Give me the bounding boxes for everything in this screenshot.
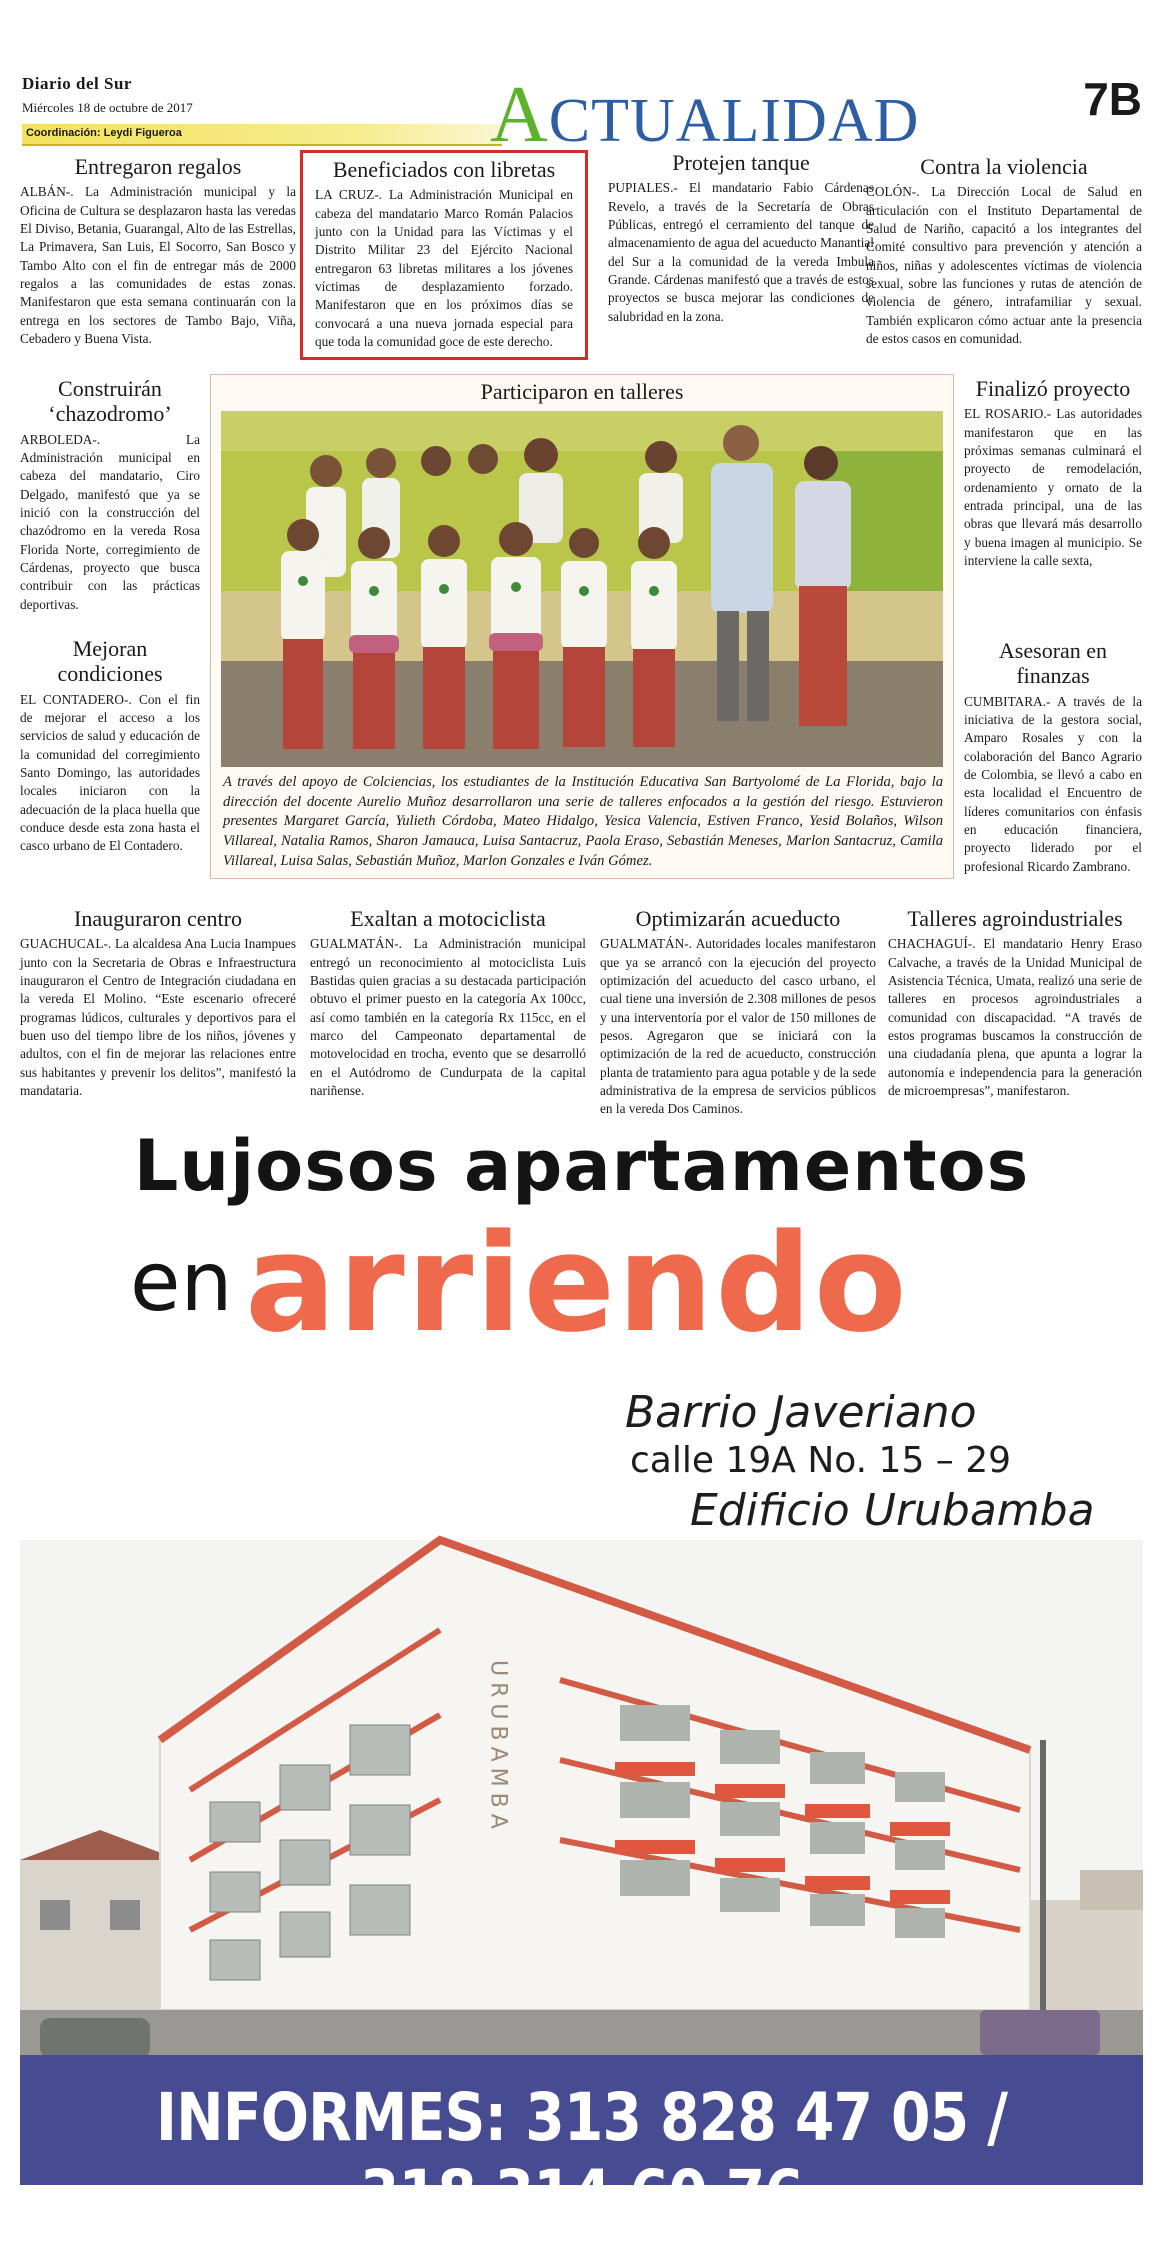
article-beneficiados-con-libretas <box>300 150 588 360</box>
article-headline: Talleres agroindustriales <box>907 906 1123 931</box>
article-asesoran-en-finanzas <box>964 638 1142 876</box>
article-optimizaran-acueducto <box>600 906 876 1119</box>
article-body: ARBOLEDA-. La Administración municipal en cabeza del mandatario, Ciro Delgado, manifestó que ya se inició con la construcción del chazódromo en la vereda Rosa Florida Norte, corregimiento de Cárdenas, proyecto que busca contribuir con las prácticas deportivas. <box>20 431 200 612</box>
section-title-initial: A <box>490 71 549 159</box>
ad-building-name: Edificio Urubamba <box>690 1485 1095 1536</box>
ad-headline: Lujosos apartamentos <box>133 1125 1030 1207</box>
article-body: CHACHAGUÍ-. El mandatario Henry Eraso Calvache, a través de la Unidad Municipal de Asistencia Técnica, Umata, realizó una serie de talleres en procesos agroindustriales a comunidad con discapacidad. “A través de estos programas buscamos la construcción de una ciudadanía plena, que apunta a lograr la autonomía e independencia para la generación de microempresas”, manifestaron. <box>888 936 1142 1099</box>
section-title-rest: CTUALIDAD <box>548 87 920 155</box>
photo-caption: A través del apoyo de Colciencias, los estudiantes de la Institución Educativa San Bartyolomé de La Florida, bajo la dirección del docente Aurelio Muñoz desarrollaron una serie de talleres enfocados a la gestión del riesgo. Estuvieron presentes Margaret García, Yulieth Córdoba, Mateo Hidalgo, Yesica Valencia, Estiven Franco, Yesid Bolaños, Wilson Villareal, Natalia Ramos, Sharon Jamauca, Luisa Santacruz, Paola Eraso, Sebastián Meneses, Marlon Santacruz, Camila Villareal, Luisa Salas, Sebastián Muñoz, Marlon Gonzales e Iván Gómez. <box>223 774 943 869</box>
article-body: GUACHUCAL-. La alcaldesa Ana Lucia Inampues junto con la Secretaria de Obras e Infraestructura inauguraron el Centro de Integración ciudadana en la vereda El Molino. “Este escenario ofreceré programas lúdicos, culturales y deportivos para el buen uso del tiempo libre de los niños, jóvenes y adultos, con el fin de mejorar las relaciones entre sus habitantes y prevenir los delitos”, manifestó la mandataria. <box>20 936 296 1099</box>
article-exaltan-a-motociclista <box>310 906 586 1100</box>
contact-band <box>20 2055 1143 2233</box>
article-body: PUPIALES.- El mandatario Fabio Cárdenas Revelo, a través de la Secretaría de Obras Públicas, entregó el cerramiento del tanque de almacenamiento de agua del acueducto Manantial del Sur a la comunidad de la vereda Imbula Grande. Cárdenas manifestó que a través de estos proyectos se busca mejorar las condiciones de salubridad en la zona. <box>608 180 874 324</box>
contact-phone-numbers: INFORMES: 313 828 47 05 / 318 314 60 76 <box>155 2079 1008 2233</box>
article-body: ALBÁN-. La Administración municipal y la Oficina de Cultura se desplazaron hasta las veredas El Diviso, Betania, Guarangal, Alto de las Estrellas, La Primavera, San Luis, El Socorro, San Bosco y Tambo Alto con el fin de entregar más de 2000 regalos a las comunidades de estas zonas. Manifestaron que esta semana continuarán con la entrega en los sectores de Tambo Bajo, Viña, Cebadero y Buena Vista. <box>20 184 296 347</box>
issue-date: Miércoles 18 de octubre de 2017 <box>22 100 193 115</box>
group-photo <box>221 411 943 767</box>
article-headline: Asesoran en finanzas <box>998 638 1108 689</box>
ad-address: calle 19A No. 15 – 29 <box>630 1440 1012 1481</box>
article-entregaron-regalos <box>20 154 296 348</box>
page-header <box>22 70 1142 159</box>
coordination-credit: Coordinación: Leydi Figueroa <box>26 127 182 139</box>
article-headline: Inauguraron centro <box>74 906 242 931</box>
page-number: 7B <box>1083 73 1142 125</box>
article-body: COLÓN-. La Dirección Local de Salud en articulación con el Instituto Departamental de Salud de Nariño, capacitó a los integrantes del Comité consultivo para prevención y atención a niños, niñas y adolescentes víctimas de violencia sexual, sobre las funciones y rutas de atención de violencia de género, intrafamiliar y sexual. También explicaron cómo actuar ante la presencia de estos casos en comunidad. <box>866 184 1142 347</box>
article-construiran-chazodromo <box>20 376 200 614</box>
article-inauguraron-centro <box>20 906 296 1100</box>
section-title <box>490 70 919 161</box>
article-body: CUMBITARA.- A través de la iniciativa de la gestora social, Amparo Rosales y con la colaboración del Banco Agrario de Colombia, se llevó a cabo en esta localidad el Encuentro de líderes comunitarios con énfasis en educación financiera, proyecto liderado por el profesional Ricardo Zambrano. <box>964 693 1142 874</box>
article-body: GUALMATÁN-. La Administración municipal entregó un reconocimiento al motociclista Luis Bastidas quien gracias a su destacada participación obtuvo el primer puesto en la categoría Ax 100cc, así como también en la categoría Rx 115cc, en el marco del Campeonato departamental de motovelocidad en trocha, evento que se desarrolló en el Autódromo de Cundurpata de la capital nariñense. <box>310 936 586 1099</box>
ad-word-arriendo: arriendo <box>245 1205 909 1362</box>
building-sign: URUBAMBA <box>485 1660 511 1835</box>
article-body: EL ROSARIO.- Las autoridades manifestaron que en las próximas semanas culminará el proyecto de remodelación, ordenamiento y ornato de la entrada principal, una de las obras que llevará más desarrollo y buena imagen al municipio. Se interviene la calle sexta, <box>964 406 1142 569</box>
article-finalizo-proyecto <box>964 376 1142 570</box>
coordination-bar <box>22 124 502 146</box>
ad-neighborhood: Barrio Javeriano <box>625 1387 977 1438</box>
article-talleres-agroindustriales <box>888 906 1142 1100</box>
newspaper-name: Diario del Sur <box>22 74 132 93</box>
article-protejen-tanque <box>608 150 874 326</box>
article-body: EL CONTADERO-. Con el fin de mejorar el acceso a los servicios de salud y educación de la comunidad del corregimiento Santo Domingo, las autoridades locales iniciaron con la adecuación de la placa huella que conduce desde esta zona hasta el casco urbano de El Contadero. <box>20 691 200 854</box>
ad-word-en: en <box>130 1235 233 1330</box>
article-headline: Protejen tanque <box>672 150 810 175</box>
article-headline: Mejoran condiciones <box>57 636 163 687</box>
rental-advertisement <box>20 1125 1143 2233</box>
article-headline: Contra la violencia <box>920 154 1088 179</box>
article-headline: Finalizó proyecto <box>975 376 1131 401</box>
photo-feature <box>210 374 954 879</box>
article-headline: Exaltan a motociclista <box>350 906 546 931</box>
building-photo <box>20 1540 1143 2085</box>
photo-feature-headline: Participaron en talleres <box>480 379 684 404</box>
article-headline: Optimizarán acueducto <box>635 906 841 931</box>
article-body: LA CRUZ-. La Administración Municipal en cabeza del mandatario Marco Román Palacios junto con la Unidad para las Víctimas y el Distrito Militar 23 del Ejército Nacional entregaron 63 libretas militares a los jóvenes víctimas de desplazamiento forzado. Manifestaron que en los próximos días se convocará a una nueva jornada especial para que toda la comunidad goce de este derecho. <box>315 187 573 350</box>
article-mejoran-condiciones <box>20 636 200 856</box>
article-headline: Entregaron regalos <box>74 154 242 179</box>
group-photo-illustration <box>221 411 943 767</box>
article-contra-la-violencia <box>866 154 1142 348</box>
article-headline: Construirán ‘chazodromo’ <box>48 376 172 427</box>
article-body: GUALMATÁN-. Autoridades locales manifestaron que ya se arrancó con la ejecución del proyecto optimización del acueducto del casco urbano, el cual tiene una inversión de 2.308 millones de pesos y una interventoría por el valor de 150 millones de pesos. Agregaron que se iniciará con la optimización de la red de acueducto, construcción planta de tratamiento para agua potable y de la sede administrativa de la empresa de servicios públicos en la vereda Dos Caminos. <box>600 936 876 1117</box>
article-headline: Beneficiados con libretas <box>332 157 556 182</box>
